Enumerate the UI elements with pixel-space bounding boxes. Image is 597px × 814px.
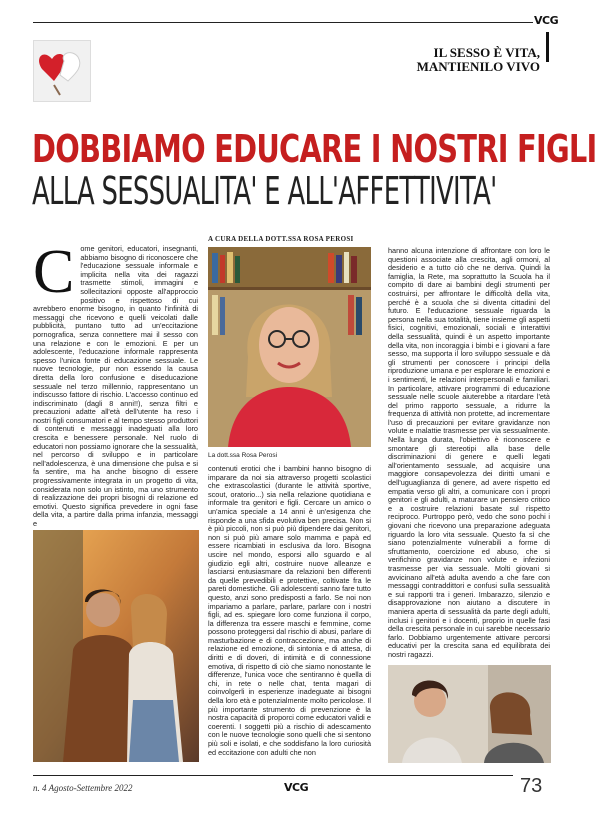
column-2-text: contenuti erotici che i bambini hanno bisogno di imparare da noi sia attraverso progetti scolastici che extrascolastici (durante le attività sportive, scout, oratorio...) sia nella relazione quotidiana e informale tra genitori e figli. Cercare un amico o un'amica speciale a 14 anni è un'esigenza che risponde a una sfida evolutiva ben precisa. Non si è più piccoli, non si può più dipendere dai genitori, non si può più amare solo mamma e papà ed essere ricambiati in esclusiva da loro. Bisogna uscire nel mondo, esporsi allo sguardo e al giudizio egli altri, costruire nuove alleanze e lasciarsi entusiasmare da relazioni ben differenti da quelle prevedibili e protettive, coltivate fra le pareti domestiche. Gli adolescenti sanno fare tutto questo, anzi sono predisposti a farlo. Se noi non impariamo a parlare, parlare, parlare con i nostri figli, ad es. spiegare loro come funziona il corpo, la differenza tra essere maschi e femmine, come possono proteggersi dal rischio di abusi, parlare di masturbazione e di contraccezione, ma anche di relazione ed emozione, di sintonia e di attesa, di diritti e di doveri, di intimità e di connessione emotiva, di rispetto di ciò che siamo nonostante le differenze, l'unica voce che sentiranno è quella di chi, in rete o nelle chat, tenta magari di coinvolgerli in esperienze inadeguate ai bisogni della loro età e potenzialmente molto pericolose. Il più importante strumento di prevenzione è la nostra capacità di proporci come educatori validi e coerenti. I soggetti più a rischio di adescamento con le nuove tecnologie sono quelli che si sentono più soli e isolati, e che soddisfano la loro curiosità ed eccitazione con adulti che non	[208, 464, 371, 757]
headline-red: DOBBIAMO EDUCARE I NOSTRI FIGLI	[32, 127, 597, 171]
headline-black: ALLA SESSUALITA' E ALL'AFFETTIVITA'	[32, 169, 497, 213]
couple-photo	[33, 530, 199, 762]
section-title	[390, 46, 540, 74]
section-bar	[546, 32, 549, 62]
article-column-3	[388, 246, 550, 659]
photo-caption: La dott.ssa Rosa Perosi	[208, 452, 278, 459]
article-column-2	[208, 465, 371, 765]
brand-logo: VCG	[534, 14, 559, 27]
hearts-thumbnail-image	[33, 40, 91, 102]
footer-rule	[33, 775, 513, 776]
page-number: 73	[520, 775, 543, 797]
dropcap: C	[33, 238, 75, 306]
issue-info: n. 4 Agosto-Settembre 2022	[33, 783, 133, 793]
byline: A CURA DELLA DOTT.SSA ROSA PEROSI	[208, 235, 354, 243]
author-portrait-photo	[208, 247, 371, 447]
teens-photo	[388, 665, 551, 763]
section-title-line1: IL SESSO È VITA,	[433, 45, 540, 60]
article-column-1	[33, 238, 198, 528]
footer-brand-logo: VCG	[284, 781, 309, 794]
header-rule	[33, 22, 533, 23]
column-3-text: hanno alcuna intenzione di affrontare con loro le questioni associate alla crescita, agli ormoni, al desiderio e a tutto ciò che ne deriva. Quindi la famiglia, la Rete, ma soprattutto la Scuola ha il compito di dare ai bambini degli strumenti per costruirsi, per affrontare le difficoltà della vita, perché è a scuola che si diventa cittadini del futuro. E l'educazione sessuale riguarda la persona nella sua totalità, tiene insieme gli aspetti fisici, cognitivi, emozionali, sociali e interattivi della sessualità, quindi è un aspetto importante della vita, non incoraggia i bimbi e i giovani a fare sesso, ma supporta il loro sviluppo sessuale e dà gli strumenti per conoscere i principi della riproduzione umana e per esplorare le emozioni e i sentimenti, le relazioni interpersonali e familiari. In particolare, attivare programmi di educazione sessuale nelle scuole aiuterebbe a ritardare l'età del primo rapporto sessuale, a ridurre la frequenza di attività non protette, ad incrementare l'uso di precauzioni per evitare gravidanze non volute e malattie trasmesse per via sessualmente. Nella lunga durata, l'obiettivo è riconoscere e smontare gli stereotipi alla base delle discriminazioni di genere e quelli legati all'orientamento sessuale, ad acquisire una maggiore consapevolezza dei diritti umani e dell'uguaglianza di genere, ad avere rispetto ed empatia verso gli altri, a comunicare con i propri genitori e gli adulti, a maturare un pensiero critico e a costruire relazioni basate sul rispetto reciproco. Purtroppo però, vedo che sono pochi i giovani che ricevono una preparazione adeguata riguardo la loro vita sessuale. Questo fa sì che siano potenzialmente vulnerabili a forme di sfruttamento, coercizione ed abuso, che si verifichino gravidanze non volute e infezioni trasmesse per via sessuale. Molti giovani si avvicinano all'età adulta avendo a che fare con messaggi contraddittori e confusi sulla sessualità e sui rapporti tra i generi. Imbarazzo, silenzio e disapprovazione non aiutano a discutere in maniera aperta di sessualità da parte degli adulti, inclusi i genitori e i docenti, proprio in quelle fasi della crescita personale in cui sarebbe necessario farlo. Dobbiamo urgentemente attivare percorsi educativi per la crescita sana ed equilibrata dei nostri ragazzi.	[388, 246, 550, 659]
column-1-text: ome genitori, educatori, insegnanti, abbiamo bisogno di riconoscere che l'educazione sessuale informale e implicita nella vita dei ragazzi trasmette stimoli, immagini e sollecitazioni opposte all'approccio positivo e rispettoso di cui avrebbero enorme bisogno, in quanto l'infinità di messaggi che ricevono e quelli veicolati dalle pubblicità, puntano tutto ad un'eccitazione pornografica, senza connettere mai il sesso con una relazione e con le emozioni. E per un adolescente, l'educazione informale rappresenta spesso l'unica fonte di educazione sessuale. Le nuove tecnologie, pur non essendo la causa diretta della loro confusione e diseducazione sessuale nel terzo millennio, rappresentano un indiscusso fattore di rischio. L'accesso continuo ed indiscriminato (dagli 8 anni!!), senza filtri e precauzioni adatte all'età dell'utente ha reso i nostri figli consumatori e al tempo stesso produttori di contenuti e messaggi inadeguati alla loro crescita e benessere personale. Nel ruolo di educatori non possiamo ignorare che la sessualità, nel percorso di sviluppo e in particolare nell'adolescenza, è una dimensione che pulsa e si fa sentire, ma ha anche bisogno di essere progressivamente integrata in un progetto di vita, considerata non solo un istinto, ma uno strumento di realizzazione dei propri bisogni di relazione ed emotivi. Questo significa prevedere in ogni fase della vita, a partire dalla prima infanzia, messaggi e	[33, 244, 198, 528]
section-title-line2: MANTIENILO VIVO	[416, 59, 540, 74]
